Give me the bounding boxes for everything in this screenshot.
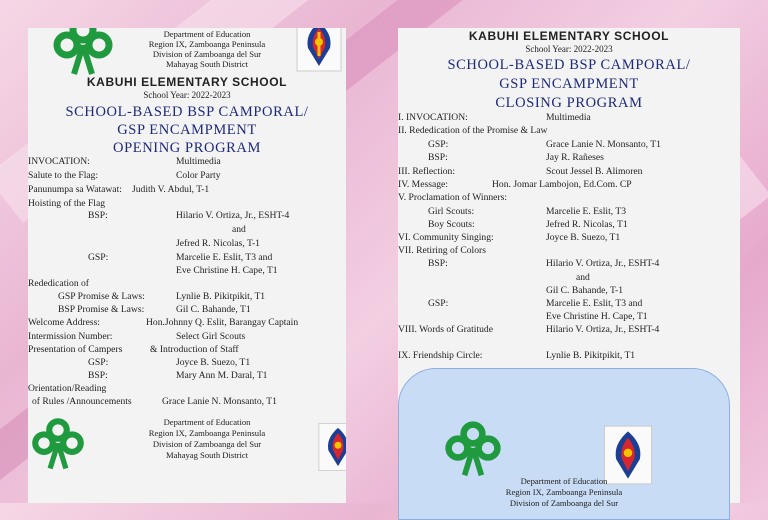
program-item-label: Boy Scouts: (428, 219, 475, 230)
program-item-label: of Rules /Announcements (32, 396, 132, 407)
program-item-value: and (576, 272, 590, 283)
program-item-value: Marcelie E. Eslit, T3 (546, 206, 627, 217)
school-year: School Year: 2022-2023 (143, 90, 231, 100)
program-item-label: Rededication of (28, 278, 90, 289)
program-item-label: Hoisting of the Flag (28, 198, 106, 209)
school-name: KABUHI ELEMENTARY SCHOOL (86, 75, 288, 89)
dept-header-line: Division of Zamboanga del Sur (152, 49, 262, 59)
program-title-line: CLOSING PROGRAM (495, 95, 643, 111)
program-item-label: VI. Community Singing: (398, 232, 494, 243)
dept-header-line: Department of Education (163, 29, 251, 39)
program-item-label: GSP: (88, 252, 109, 263)
program-item-value: Joyce B. Suezo, T1 (546, 232, 621, 243)
program-item-label: BSP Promise & Laws: (58, 304, 145, 315)
footer-header-line: Mahayag South District (165, 450, 249, 460)
program-item-label: BSP: (88, 210, 108, 221)
girl-scout-clover-icon (443, 419, 503, 479)
program-item-label: Welcome Address: (28, 317, 100, 328)
program-item-value: Mary Ann M. Daral, T1 (176, 370, 268, 381)
program-item-value: Multimedia (546, 112, 591, 123)
program-title-line: GSP ENCAMPMENT (117, 122, 257, 138)
program-item-label: BSP: (428, 258, 448, 269)
program-title-line: GSP ENCAMPMENT (499, 76, 639, 92)
program-item-value: Grace Lanie N. Monsanto, T1 (162, 396, 277, 407)
program-item-value: Jefred R. Nicolas, T-1 (176, 238, 260, 249)
program-item-label: Intermission Number: (28, 331, 113, 342)
program-item-value: Hilario V. Ortiza, Jr., ESHT-4 (546, 258, 660, 269)
footer-header-line: Department of Education (520, 476, 608, 486)
back-cover-card (398, 368, 730, 520)
program-item-value: Hon.Johnny Q. Eslit, Barangay Captain (146, 317, 299, 328)
program-item-label: GSP: (88, 357, 109, 368)
program-item-label: Orientation/Reading (28, 383, 107, 394)
program-title-line: SCHOOL-BASED BSP CAMPORAL/ (447, 57, 691, 73)
program-item-label: IV. Message: (398, 179, 448, 190)
program-item-value: Select Girl Scouts (176, 331, 246, 342)
program-item-label: BSP: (88, 370, 108, 381)
footer-header-line: Region IX, Zamboanga Peninsula (148, 428, 266, 438)
dept-header-line: Region IX, Zamboanga Peninsula (148, 39, 266, 49)
program-item-value: Scout Jessel B. Alimoren (546, 166, 643, 177)
program-item-value: Eve Christine H. Cape, T1 (546, 311, 648, 322)
school-name: KABUHI ELEMENTARY SCHOOL (468, 29, 670, 43)
program-item-value: Jefred R. Nicolas, T1 (546, 219, 628, 230)
program-item-label: VIII. Words of Gratitude (398, 324, 493, 335)
program-item-label: IX. Friendship Circle: (398, 350, 483, 361)
footer-header-line: Division of Zamboanga del Sur (152, 439, 262, 449)
program-item-label: INVOCATION: (28, 156, 90, 167)
footer-header-line: Division of Zamboanga del Sur (509, 498, 619, 508)
program-item-value: Jay R. Rañeses (546, 152, 604, 163)
program-title-line: OPENING PROGRAM (113, 140, 261, 156)
program-item-label: Panunumpa sa Watawat: (28, 184, 122, 195)
program-item-value: Lynlie B. Pikitpikit, T1 (176, 291, 266, 302)
bsp-emblem-icon (599, 425, 657, 485)
program-item-label: Salute to the Flag: (28, 170, 99, 181)
program-item-value: Gil C. Bahande, T1 (176, 304, 251, 315)
school-year: School Year: 2022-2023 (525, 44, 613, 54)
program-item-label: III. Reflection: (398, 166, 456, 177)
program-item-label: I. INVOCATION: (398, 112, 468, 123)
program-item-label: II. Rededication of the Promise & Law (398, 125, 548, 136)
program-item-label: VII. Retiring of Colors (398, 245, 486, 256)
program-item-label: Girl Scouts: (428, 206, 475, 217)
program-item-label: BSP: (428, 152, 448, 163)
program-item-value: Multimedia (176, 156, 221, 167)
program-item-value: Color Party (176, 170, 221, 181)
program-item-label: GSP: (428, 139, 449, 150)
program-item-label: GSP: (428, 298, 449, 309)
dept-header-line: Mahayag South District (165, 59, 249, 69)
program-item-value: Lynlie B. Pikitpikit, T1 (546, 350, 636, 361)
footer-header-line: Region IX, Zamboanga Peninsula (505, 487, 623, 497)
program-item-label: V. Proclamation of Winners: (398, 192, 508, 203)
program-item-value: Marcelie E. Eslit, T3 and (176, 252, 273, 263)
program-item-value: Eve Christine H. Cape, T1 (176, 265, 278, 276)
program-title-line: SCHOOL-BASED BSP CAMPORAL/ (65, 104, 309, 120)
program-item-label: GSP Promise & Laws: (58, 291, 145, 302)
program-item-value: and (232, 224, 246, 235)
program-item-value: Marcelie E. Eslit, T3 and (546, 298, 643, 309)
program-item-value: & Introduction of Staff (150, 344, 239, 355)
footer-header-line: Department of Education (163, 417, 251, 427)
program-item-value: Hon. Jomar Lambojon, Ed.Com. CP (492, 179, 632, 190)
program-item-value: Hilario V. Ortiza, Jr., ESHT-4 (176, 210, 290, 221)
program-item-value: Judith V. Abdul, T-1 (132, 184, 210, 195)
program-item-value: Hilario V. Ortiza, Jr., ESHT-4 (546, 324, 660, 335)
program-item-value: Gil C. Bahande, T-1 (546, 285, 624, 296)
program-item-label: Presentation of Campers (28, 344, 123, 355)
program-item-value: Grace Lanie N. Monsanto, T1 (546, 139, 661, 150)
opening-program-page (28, 28, 346, 503)
program-item-value: Joyce B. Suezo, T1 (176, 357, 251, 368)
